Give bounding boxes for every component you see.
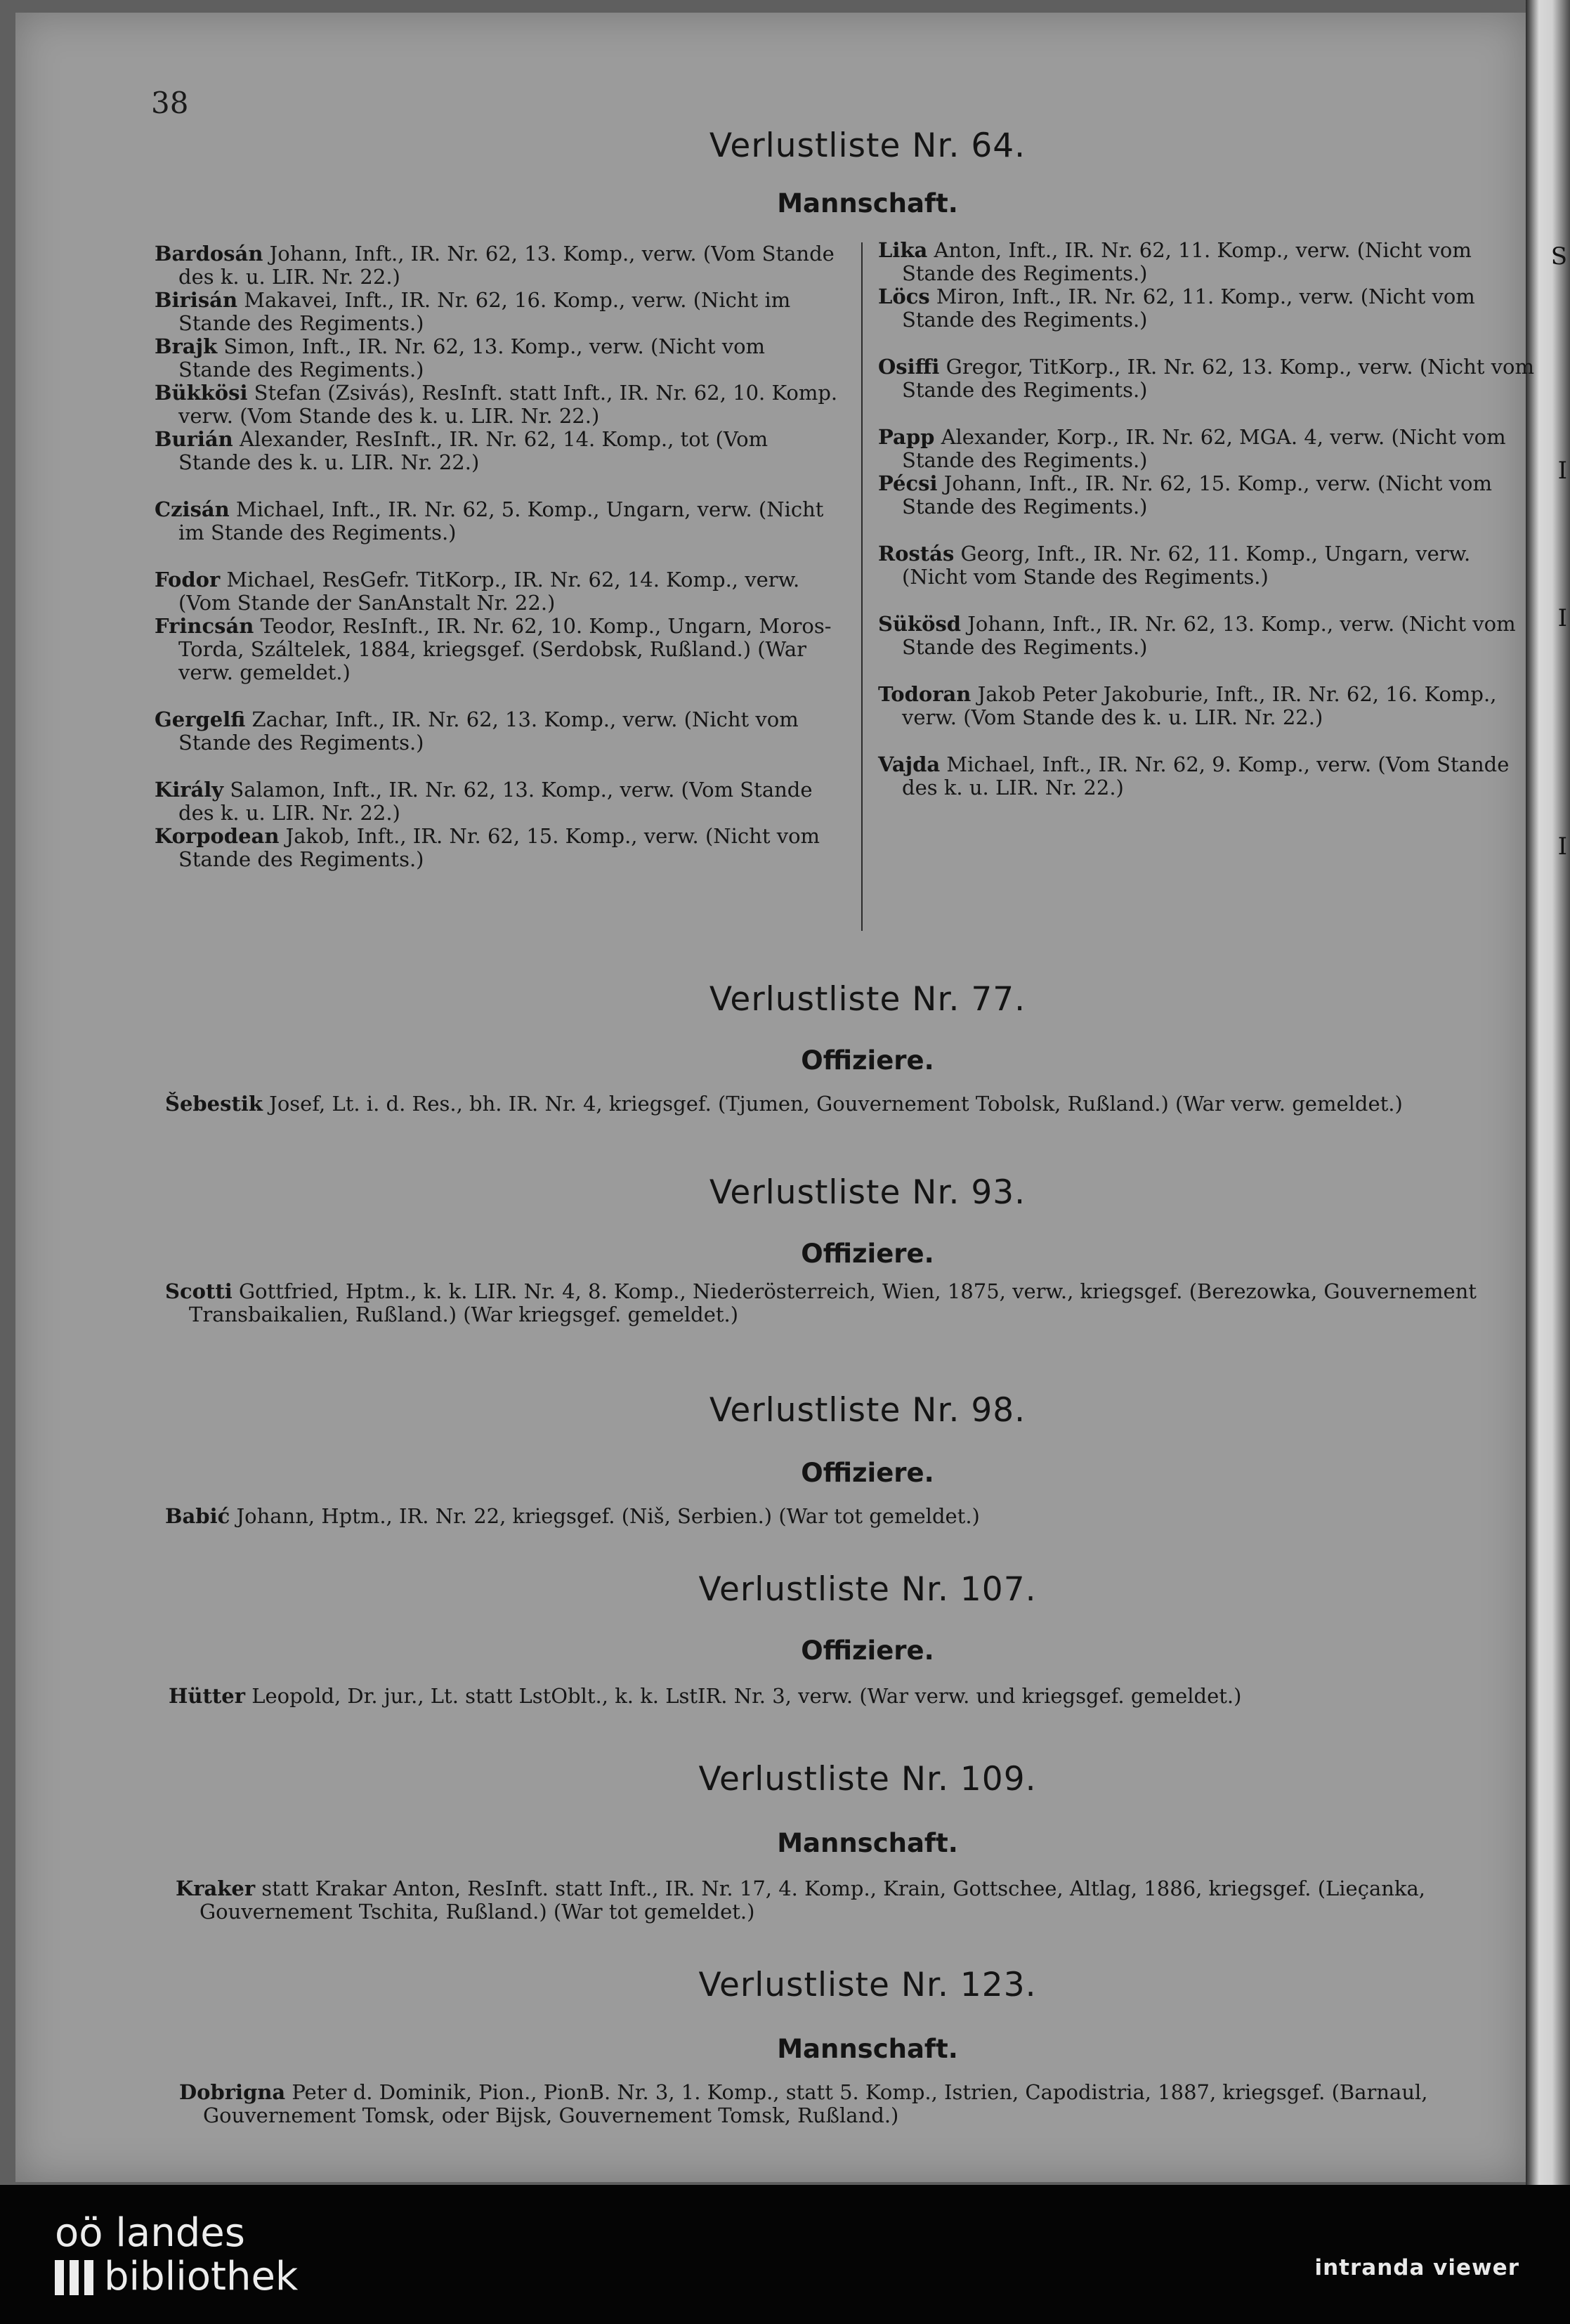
entry-text: Salamon, Inft., IR. Nr. 62, 13. Komp., verw. (Vom Stande des k. u. LIR. Nr. 22.) [178, 778, 813, 825]
list-entry [165, 1505, 1545, 1528]
entry-name: Löcs [878, 285, 930, 308]
list-entry [155, 335, 843, 381]
list-entry [179, 2081, 1555, 2127]
section-title: Verlustliste Nr. 107. [698, 1570, 1037, 1609]
entry-name: Sükösd [878, 612, 962, 636]
section-subtitle: Mannschaft. [777, 1828, 958, 1858]
entry-text: Alexander, Korp., IR. Nr. 62, MGA. 4, verw. (Nicht vom Stande des Regiments.) [902, 425, 1506, 472]
list-entry [155, 615, 843, 684]
entry-text: Miron, Inft., IR. Nr. 62, 11. Komp., verw. (Nicht vom Stande des Regiments.) [902, 285, 1475, 332]
entry-name: Fodor [155, 568, 221, 592]
entry-name: Rostás [878, 542, 955, 566]
entry-name: Kraker [176, 1876, 256, 1900]
list-entry [169, 1685, 1548, 1708]
entry-text: Georg, Inft., IR. Nr. 62, 11. Komp., Ungarn, verw. (Nicht vom Stande des Regiments.) [902, 542, 1471, 589]
section-title: Verlustliste Nr. 93. [709, 1173, 1026, 1212]
list-entry [155, 428, 843, 474]
logo-line-1: oö landes [55, 2210, 245, 2256]
entry-name: Osiffi [878, 355, 940, 379]
entry-text: Jakob, Inft., IR. Nr. 62, 15. Komp., verw. (Nicht vom Stande des Regiments.) [178, 824, 820, 871]
entry-name: Pécsi [878, 471, 938, 495]
entry-name: Bardosán [155, 242, 263, 266]
entry-name: Scotti [165, 1279, 233, 1303]
entry-name: Gergelfi [155, 707, 246, 731]
library-logo[interactable] [55, 2212, 298, 2299]
entry-text: Alexander, ResInft., IR. Nr. 62, 14. Komp., tot (Vom Stande des k. u. LIR. Nr. 22.) [178, 427, 768, 474]
entry-text: Michael, ResGefr. TitKorp., IR. Nr. 62, 14. Komp., verw. (Vom Stande der SanAnstalt Nr. 22.) [178, 568, 800, 615]
list-entry [155, 498, 843, 544]
entry-name: Vajda [878, 752, 941, 776]
entry-name: Hütter [169, 1684, 246, 1708]
list-entry [155, 242, 843, 289]
section-subtitle: Offiziere. [801, 1045, 934, 1076]
list-entry [165, 1280, 1545, 1326]
section-title: Verlustliste Nr. 77. [709, 980, 1026, 1019]
entry-text: Johann, Hptm., IR. Nr. 22, kriegsgef. (Niš, Serbien.) (War tot gemeldet.) [230, 1504, 980, 1528]
list-entry [155, 778, 843, 825]
entry-text: Gottfried, Hptm., k. k. LIR. Nr. 4, 8. Komp., Niederösterreich, Wien, 1875, verw., kriegsgef. (Berezowka, Gouvernement Transbaikalien, Rußland.) (War kriegsgef. gemeldet.) [189, 1279, 1477, 1326]
page-number: 38 [151, 86, 189, 120]
section-title: Verlustliste Nr. 98. [709, 1391, 1026, 1430]
logo-bars-icon [55, 2255, 104, 2299]
entry-name: Todoran [878, 682, 972, 706]
section-title: Verlustliste Nr. 64. [709, 126, 1026, 165]
entry-text: Michael, Inft., IR. Nr. 62, 9. Komp., verw. (Vom Stande des k. u. LIR. Nr. 22.) [902, 752, 1510, 799]
entry-name: Korpodean [155, 824, 280, 848]
entry-text: Gregor, TitKorp., IR. Nr. 62, 13. Komp., verw. (Nicht vom Stande des Regiments.) [902, 355, 1534, 402]
entry-text: Leopold, Dr. jur., Lt. statt LstOblt., k. k. LstIR. Nr. 3, verw. (War verw. und kriegsgef. gemeldet.) [245, 1684, 1242, 1708]
list-entry [155, 381, 843, 428]
right-column [878, 239, 1535, 799]
list-entry [878, 542, 1535, 589]
entry-text: Stefan (Zsivás), ResInft. statt Inft., IR. Nr. 62, 10. Komp. verw. (Vom Stande des k. u. LIR. Nr. 22.) [178, 381, 838, 428]
entry-text: statt Krakar Anton, ResInft. statt Inft., IR. Nr. 17, 4. Komp., Krain, Gottschee, Altlag, 1886, kriegsgef. (Lieçanka, Gouvernement Tschita, Rußland.) (War tot gemeldet.) [199, 1876, 1426, 1924]
entry-text: Jakob Peter Jakoburie, Inft., IR. Nr. 62, 16. Komp., verw. (Vom Stande des k. u. LIR. Nr. 22.) [902, 682, 1497, 729]
entry-name: Birisán [155, 288, 238, 312]
entry-text: Michael, Inft., IR. Nr. 62, 5. Komp., Ungarn, verw. (Nicht im Stande des Regiments.) [178, 497, 824, 544]
logo-line-2: bibliothek [104, 2254, 299, 2299]
section-title: Verlustliste Nr. 123. [698, 1966, 1037, 2004]
entry-name: Bükkösi [155, 381, 248, 405]
list-entry [155, 289, 843, 335]
list-entry [878, 355, 1535, 402]
edge-letter: S [1550, 242, 1567, 270]
list-entry [878, 239, 1535, 285]
entry-name: Burián [155, 427, 233, 451]
list-entry [878, 683, 1535, 729]
list-entry [878, 426, 1535, 472]
list-entry [878, 613, 1535, 659]
left-column [155, 242, 843, 871]
list-entry [176, 1877, 1552, 1924]
edge-letter: I [1557, 833, 1567, 861]
entry-text: Johann, Inft., IR. Nr. 62, 13. Komp., verw. (Nicht vom Stande des Regiments.) [902, 612, 1516, 659]
list-entry [878, 753, 1535, 799]
edge-letter: I [1557, 457, 1567, 485]
entry-name: Frincsán [155, 614, 254, 638]
entry-name: Babić [165, 1504, 230, 1528]
entry-text: Johann, Inft., IR. Nr. 62, 15. Komp., verw. (Nicht vom Stande des Regiments.) [902, 471, 1492, 518]
viewer-label: intranda viewer [1314, 2255, 1519, 2280]
entry-name: Šebestik [165, 1092, 263, 1116]
entry-text: Josef, Lt. i. d. Res., bh. IR. Nr. 4, kriegsgef. (Tjumen, Gouvernement Tobolsk, Rußland.) (War verw. gemeldet.) [262, 1092, 1403, 1116]
entry-name: Papp [878, 425, 935, 449]
list-entry [155, 708, 843, 755]
list-entry [165, 1092, 1545, 1116]
section-subtitle: Mannschaft. [777, 2034, 958, 2064]
entry-text: Simon, Inft., IR. Nr. 62, 13. Komp., verw. (Nicht vom Stande des Regiments.) [178, 334, 766, 381]
entry-text: Anton, Inft., IR. Nr. 62, 11. Komp., verw. (Nicht vom Stande des Regiments.) [902, 238, 1472, 285]
entry-name: Lika [878, 238, 928, 262]
section-subtitle: Offiziere. [801, 1458, 934, 1488]
section-subtitle: Offiziere. [801, 1636, 934, 1666]
list-entry [878, 472, 1535, 518]
entry-name: Brajk [155, 334, 218, 358]
list-entry [155, 825, 843, 871]
list-entry [155, 568, 843, 615]
edge-letter: I [1557, 604, 1567, 632]
section-subtitle: Offiziere. [801, 1239, 934, 1269]
list-entry [878, 285, 1535, 332]
entry-name: Király [155, 778, 224, 802]
entry-name: Czisán [155, 497, 230, 521]
entry-text: Teodor, ResInft., IR. Nr. 62, 10. Komp., Ungarn, Moros-Torda, Száltelek, 1884, kriegsgef. (Serdobsk, Rußland.) (War verw. gemeldet.) [178, 614, 832, 684]
column-divider [861, 242, 863, 931]
entry-text: Johann, Inft., IR. Nr. 62, 13. Komp., verw. (Vom Stande des k. u. LIR. Nr. 22.) [178, 242, 835, 289]
entry-name: Dobrigna [179, 2080, 286, 2104]
section-title: Verlustliste Nr. 109. [698, 1760, 1037, 1799]
entry-text: Makavei, Inft., IR. Nr. 62, 16. Komp., verw. (Nicht im Stande des Regiments.) [178, 288, 791, 335]
section-subtitle: Mannschaft. [777, 188, 958, 218]
entry-text: Zachar, Inft., IR. Nr. 62, 13. Komp., verw. (Nicht vom Stande des Regiments.) [178, 707, 799, 755]
entry-text: Peter d. Dominik, Pion., PionB. Nr. 3, 1. Komp., statt 5. Komp., Istrien, Capodistria, 1887, kriegsgef. (Barnaul, Gouvernement Tomsk, oder Bijsk, Gouvernement Tomsk, Rußland.) [203, 2080, 1428, 2127]
